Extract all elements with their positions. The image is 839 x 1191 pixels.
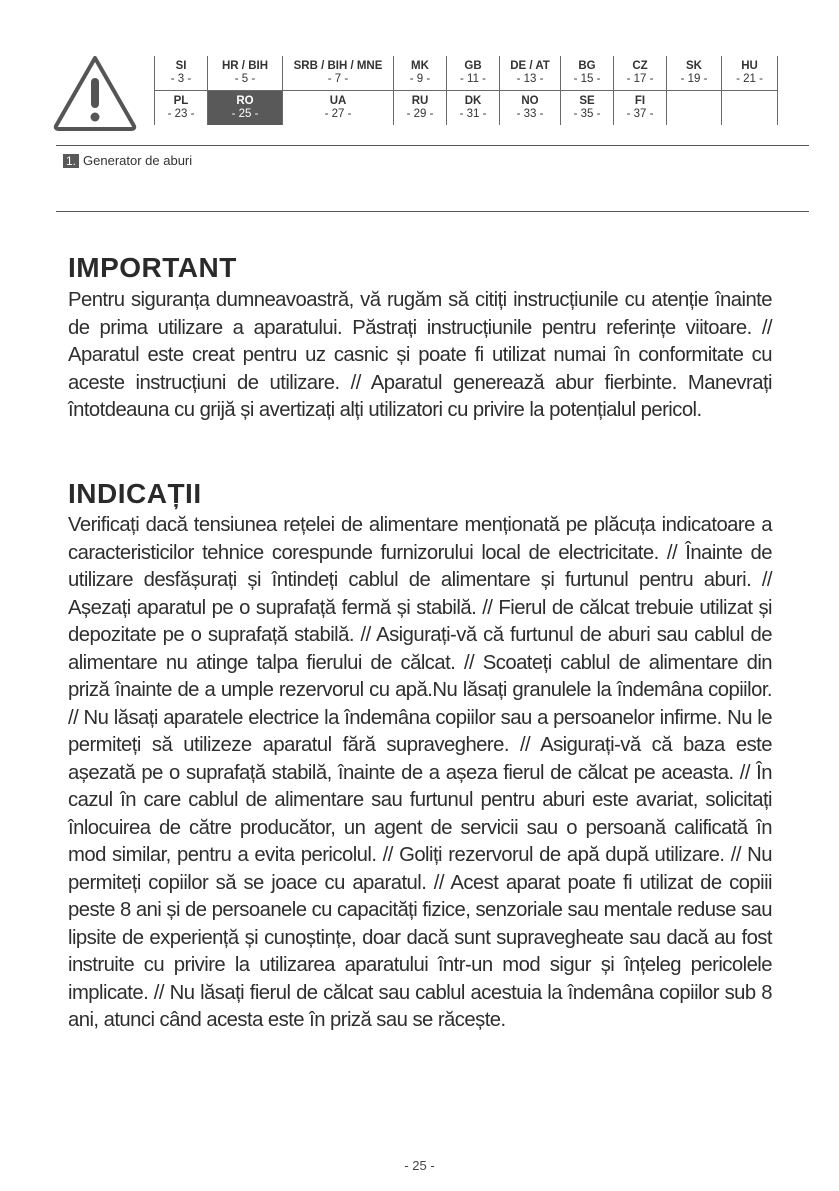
lang-pl: PL - 23 -: [155, 91, 208, 126]
lang-ru: RU - 29 -: [394, 91, 447, 126]
lang-hu: HU - 21 -: [722, 56, 778, 91]
important-paragraph: Pentru siguranța dumneavoastră, vă rugăm să citiți instrucțiunile cu atenție înainte de prima utilizare a aparatului. Păstrați instrucțiunile pentru referințe viitoare. // Aparatul este creat pentru uz casnic și poate fi utilizat numai în conformitate cu aceste instrucțiuni de utilizare. // Aparatul generează abur fierbinte. Manevrați întotdeauna cu grijă și avertizați alți utilizatori cu privire la potențialul pericol.: [68, 289, 772, 421]
lang-gb: GB - 11 -: [447, 56, 500, 91]
lang-ua: UA - 27 -: [283, 91, 394, 126]
lang-srb-bih-mne: SRB / BIH / MNE - 7 -: [283, 56, 394, 91]
caption-number-badge: 1.: [63, 154, 79, 168]
lang-de-at: DE / AT - 13 -: [500, 56, 561, 91]
lang-bg: BG - 15 -: [561, 56, 614, 91]
lang-no: NO - 33 -: [500, 91, 561, 126]
indications-paragraph: Verificați dacă tensiunea rețelei de alimentare menționată pe plăcuța indicatoare a caracteristicilor tehnice corespunde furnizorului local de electricitate. // Înainte de utilizare desfășurați și întindeți cablul de alimentare și furtunul pentru aburi. // Așezați aparatul pe o suprafață fermă și stabilă. // Fierul de călcat trebuie utilizat și depozitate pe o suprafață stabilă. // Asigurați-vă că furtunul de aburi sau cablul de alimentare nu atinge talpa fierului de călcat. // Scoateți cablul de alimentare din priză înainte de a umple rezervorul cu apă.Nu lăsați granulele la îndemâna copiilor. // Nu lăsați aparatele electrice la îndemâna copiilor sau a persoanelor infirme. Nu le permiteți să utilizeze aparatul fără supraveghere. // Asigurați-vă că baza este așezată pe o suprafață stabilă, înainte de a așeza fierul de călcat pe aceasta. // În cazul în care cablul de alimentare sau furtunul pentru aburi este avariat, solicitați înlocuirea de către producător, un agent de servicii sau o persoană calificată în mod similar, pentru a evita pericolul. // Goliți rezervorul de apă după utilizare. // Nu permiteți copiilor să se joace cu aparatul. // Acest aparat poate fi utilizat de copiii peste 8 ani și de persoanele cu capacități fizice, senzoriale sau mentale reduse sau lipsite de experiență și cunoștințe, doar dacă sunt supravegheate sau dacă au fost instruite cu privire la utilizarea aparatului într-un mod sigur și înțeleg pericolele implicate. // Nu lăsați fierul de călcat sau cablul acestuia la îndemâna copiilor sub 8 ani, atunci când acesta este în priză sau se răcește.: [68, 514, 772, 1031]
warning-triangle-icon: [52, 54, 138, 132]
lang-fi: FI - 37 -: [614, 91, 667, 126]
lang-si: SI - 3 -: [155, 56, 208, 91]
lang-hr-bih: HR / BIH - 5 -: [208, 56, 283, 91]
language-index-table: [154, 56, 778, 125]
lang-cz: CZ - 17 -: [614, 56, 667, 91]
figure-caption: [63, 153, 192, 168]
lang-ro-active: RO - 25 -: [208, 91, 283, 126]
caption-text: Generator de aburi: [83, 153, 193, 168]
indications-heading: INDICAȚII: [68, 478, 202, 509]
lang-se: SE - 35 -: [561, 91, 614, 126]
page-number: - 25 -: [404, 1158, 435, 1173]
top-divider: [56, 145, 809, 146]
lang-mk: MK - 9 -: [394, 56, 447, 91]
important-heading: IMPORTANT: [68, 252, 237, 283]
section-divider: [56, 211, 809, 212]
lang-empty-cell: [667, 91, 722, 126]
lang-sk: SK - 19 -: [667, 56, 722, 91]
lang-dk: DK - 31 -: [447, 91, 500, 126]
lang-empty-cell: [722, 91, 778, 126]
